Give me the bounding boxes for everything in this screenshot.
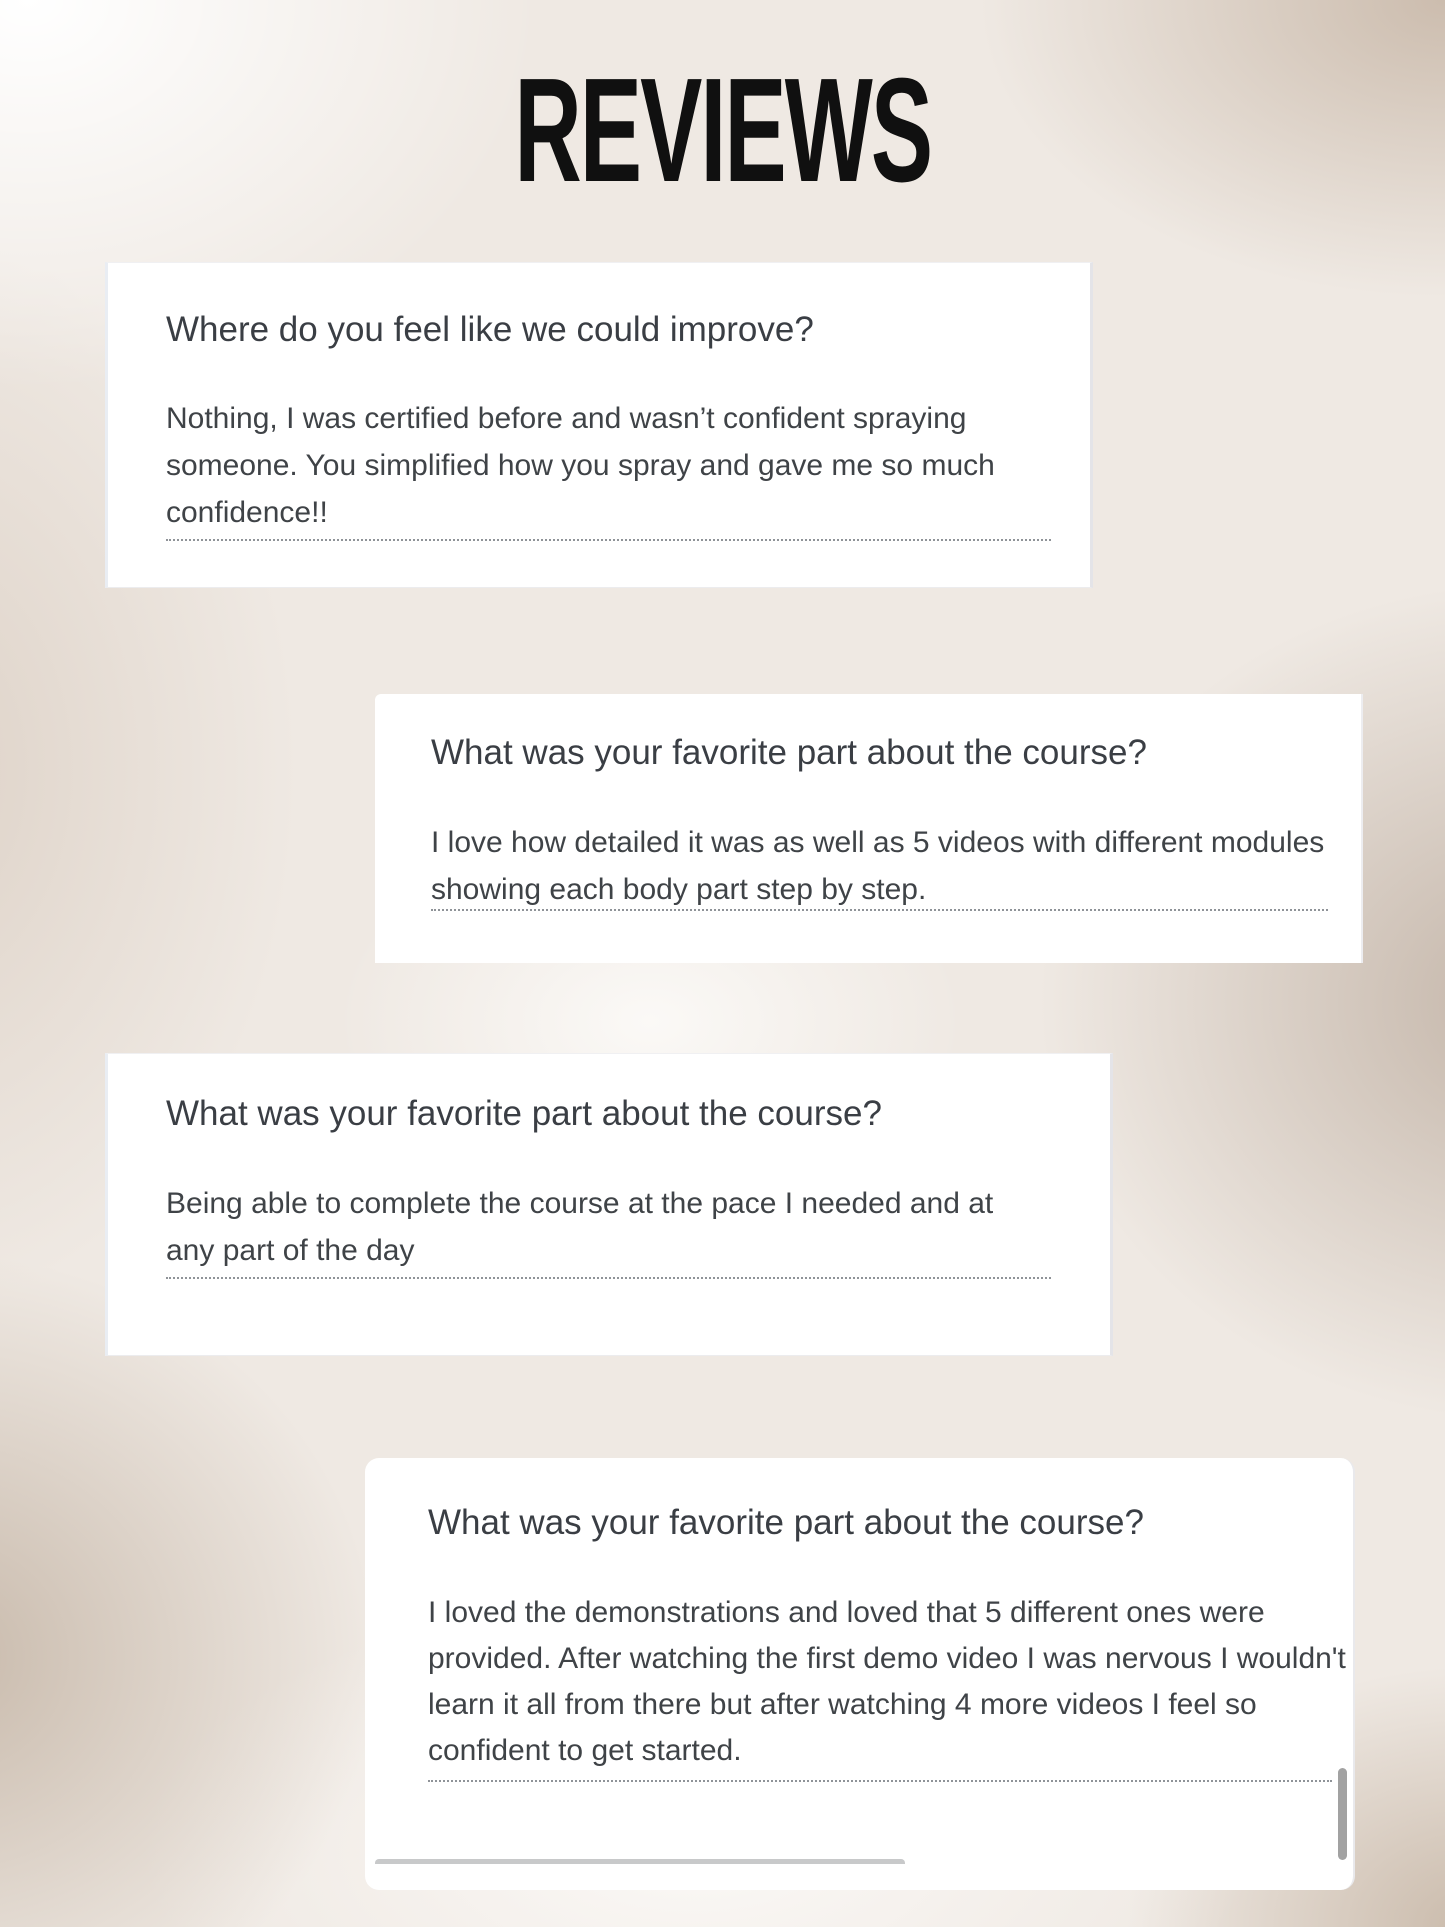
review-answer: Nothing, I was certified before and wasn’t confident spraying someone. You simplified how you spray and gave me so much confidence!!	[166, 402, 995, 529]
scrollbar-thumb[interactable]	[1338, 1768, 1347, 1860]
review-card	[105, 262, 1093, 588]
review-question: What was your favorite part about the course?	[166, 1094, 882, 1133]
answer-underline	[428, 1780, 1332, 1782]
review-answer: I love how detailed it was as well as 5 videos with different modules showing each body part step by step.	[431, 826, 1325, 906]
answer-underline	[166, 1277, 1051, 1279]
review-question: What was your favorite part about the course?	[431, 733, 1147, 772]
cropped-element-edge	[375, 1859, 905, 1864]
answer-underline	[166, 539, 1051, 541]
review-answer: I loved the demonstrations and loved that 5 different ones were provided. After watching the first demo video I was nervous I wouldn't learn it all from there but after watching 4 more videos I feel so confident to get started.	[428, 1596, 1346, 1767]
review-card	[365, 1458, 1355, 1890]
review-answer: Being able to complete the course at the pace I needed and at any part of the day	[166, 1187, 994, 1267]
page-title-text: REVIEWS	[514, 48, 931, 213]
review-question: Where do you feel like we could improve?	[166, 310, 814, 349]
review-question: What was your favorite part about the course?	[428, 1503, 1144, 1542]
review-card	[105, 1053, 1113, 1356]
review-card	[375, 694, 1363, 963]
page-title	[0, 48, 1445, 213]
